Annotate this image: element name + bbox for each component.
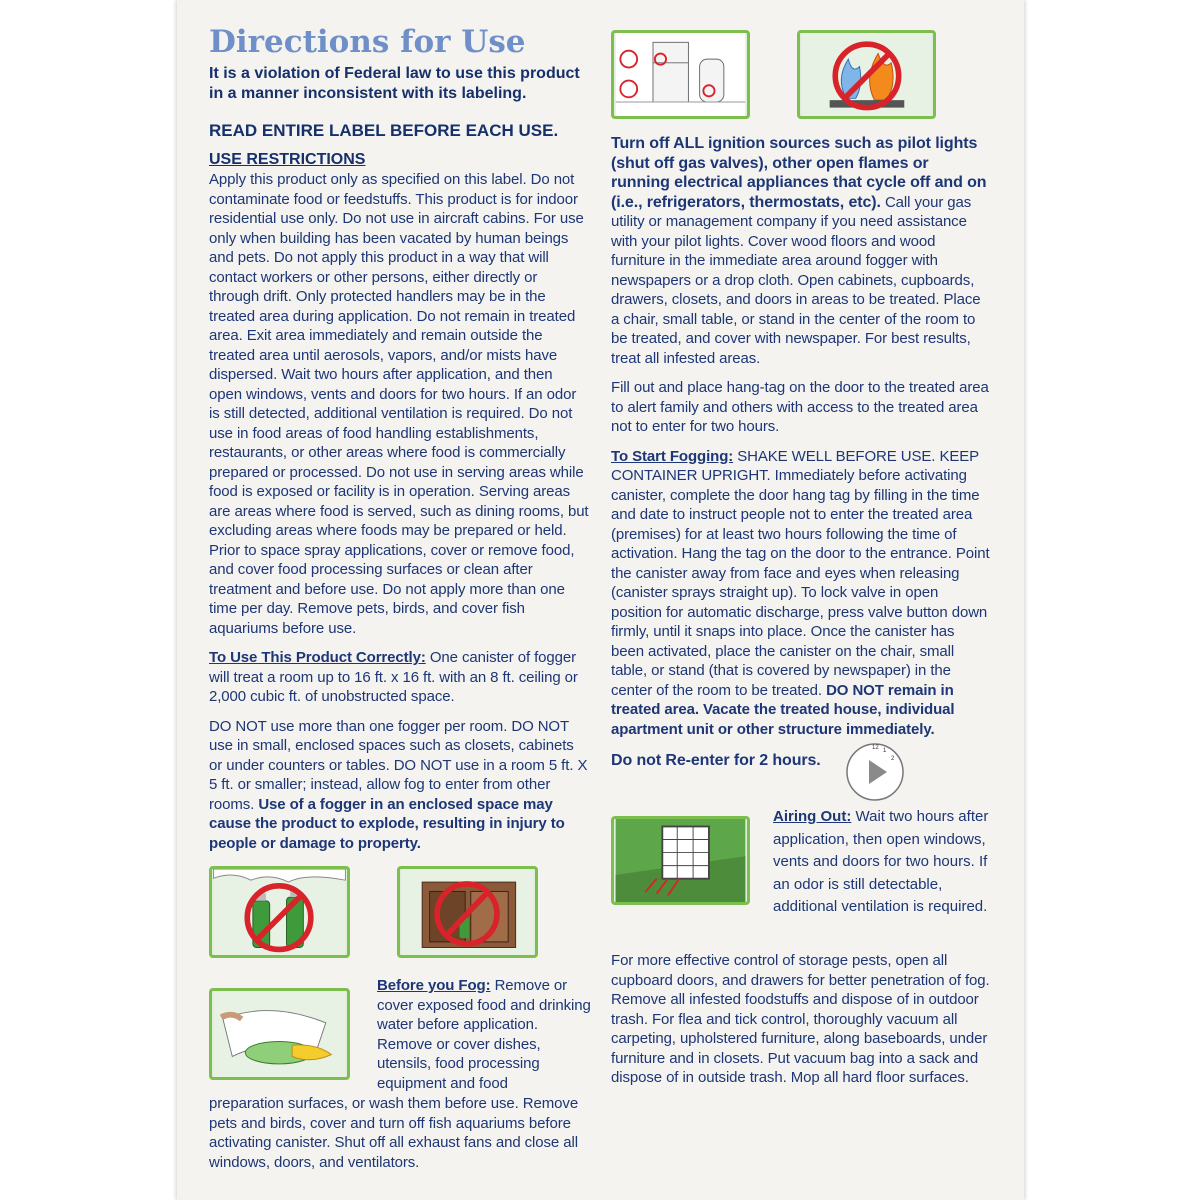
ignition-warning: Turn off ALL ignition sources such as pilot lights (shut off gas valves), other open flames or running electrical appliances that cycle off and on (i.e., refrigerators, thermostats, etc). [611, 135, 987, 211]
before-fog-continued [209, 1094, 589, 1182]
no-flame-icon [800, 33, 933, 116]
federal-law-notice: It is a violation of Federal law to use this product in a manner inconsistent with its labeling. [209, 65, 580, 102]
ignition-text: Call your gas utility or management company if you need assistance with your pilot lights. Cover wood floors and wood furniture in the immediate area around fogger with newspapers or a drop cloth. Open cabinets, cupboards, drawers, closets, and doors in areas to be treated. Place a chair, small table, or stand in the center of the room to be treated, and cover with newspaper. For best results, treat all infested areas. [611, 193, 981, 367]
no-open-flames-pictogram [797, 30, 936, 119]
hang-tag-text: Fill out and place hang-tag on the door to the treated area to alert family and others with access to the treated area not to enter for two hours. [611, 379, 989, 435]
no-cabinet-icon [400, 869, 535, 955]
do-not-text: DO NOT use more than one fogger per room. DO NOT use in small, enclosed spaces such as closets, cabinets or under counters or tables. DO NOT use in a room 5 ft. X 5 ft. or smaller; instead, allow fog to enter from other rooms. [209, 717, 588, 813]
before-fog-continued-text: preparation surfaces, or wash them before use. Remove pets and birds, cover and turn off fish aquariums before activating canister. Shut off all exhaust fans and close all windows, doors, and ventilators. [209, 1095, 579, 1171]
read-label-notice: READ ENTIRE LABEL BEFORE EACH USE. [209, 121, 559, 140]
explosion-warning: Use of a fogger in an enclosed space may cause the product to explode, resulting in injury to people or damage to property. [209, 795, 565, 852]
airing-out-pictogram [611, 816, 750, 905]
before-fog-text: Remove or cover exposed food and drinking water before application. Remove or cover dishes, utensils, food processing equipment and food [377, 977, 591, 1092]
vacate-warning: DO NOT remain in treated area. Vacate the treated house, individual apartment unit or other structure immediately. [611, 681, 955, 738]
cover-dishes-icon [212, 991, 347, 1077]
left-column [209, 24, 589, 863]
no-enclosed-spaces-pictogram [397, 866, 538, 958]
do-not-paragraph [209, 717, 589, 854]
storage-pests-wrap [611, 951, 991, 1098]
cover-food-pictogram [209, 988, 350, 1080]
use-correctly-heading: To Use This Product Correctly: [209, 649, 426, 666]
use-restrictions-text: Apply this product only as specified on this label. Do not contaminate food or feedstuffs. This product is for indoor residential use only. Do not use in aircraft cabins. For use only when building has been vacated by human beings and pets. Do not apply this product in a way that will contact workers or other persons, either directly or through drift. Only protected handlers may be in the treated area during application. Do not remain in treated area. Exit area immediately and remain outside the treated area until aerosols, vapors, and/or mists have dispersed. Wait two hours after application, and then open windows, vents and doors for two hours. If an odor is still detected, additional ventilation is required. Do not use in food areas of food handling establishments, restaurants, or other areas where food is commercially prepared or processed. Do not use in serving areas while food is exposed or facility is in operation. Serving areas are areas where food is served, such as dining rooms, but excluding areas where foods may be prepared or held. Prior to space spray applications, cover or remove food, and cover food processing surfaces or clean after treatment and before use. Do not apply more than one time per day. Remove pets, birds, and cover fish aquariums before use. [209, 171, 589, 637]
ignition-sources-pictogram [611, 30, 750, 119]
airing-out-paragraph [773, 806, 993, 919]
airing-out-heading: Airing Out: [773, 808, 852, 825]
no-multiple-foggers-icon [212, 869, 347, 955]
airing-out-text: Wait two hours after application, then open windows, vents and doors for two hours. If an odor is still detectable, additional ventilation is required. [773, 808, 989, 915]
start-fogging-heading: To Start Fogging: [611, 447, 734, 465]
right-column [611, 134, 991, 781]
clock-icon [845, 742, 905, 802]
start-fogging-text: SHAKE WELL BEFORE USE. KEEP CONTAINER UPRIGHT. Immediately before activating canister, complete the door hang tag by filling in the time and date to instruct people not to enter the treated area (premises) for at least two hours following the time of activation. Hang the tag on the door to the entrance. Point the canister away from face and eyes when releasing (canister sprays straight up). To lock valve in open position for automatic discharge, press valve button down firmly, until it snaps into place. Once the canister has been activated, place the canister on the chair, small table, or stand (that is covered by newspaper) in the center of the room to be treated. [611, 447, 990, 699]
clock-number-1: 1 [883, 748, 887, 754]
page-title: Directions for Use [209, 24, 526, 60]
before-fog-heading: Before you Fog: [377, 977, 491, 994]
no-appliances-icon [614, 33, 747, 116]
reenter-notice: Do not Re-enter for 2 hours. [611, 752, 821, 769]
use-correctly-text: One canister of fogger will treat a room up to 16 ft. x 16 ft. with an 8 ft. ceiling or 2,000 cubic ft. of unobstructed space. [209, 649, 578, 705]
ignition-paragraph [611, 134, 991, 368]
product-label-panel [177, 0, 1024, 1200]
open-window-icon [614, 819, 747, 902]
use-correctly-paragraph [209, 648, 589, 707]
clock-number-2: 2 [891, 756, 895, 762]
airing-out-wrap [773, 806, 993, 919]
before-fog-wrap [377, 976, 591, 1103]
start-fogging-paragraph [611, 447, 991, 740]
before-fog-paragraph [377, 976, 591, 1093]
storage-pests-text: For more effective control of storage pests, open all cupboard doors, and drawers for better penetration of fog. Remove all infested foodstuffs and dispose of in outdoor trash. For flea and tick control, thoroughly vacuum all carpeting, upholstered furniture, along baseboards, under furniture and in closets. Put vacuum bag into a sack and dispose of in outside trash. Mop all hard floor surfaces. [611, 952, 990, 1086]
no-multiple-foggers-pictogram [209, 866, 350, 958]
clock-number-12: 12 [872, 745, 879, 751]
use-restrictions-heading: USE RESTRICTIONS [209, 151, 366, 168]
